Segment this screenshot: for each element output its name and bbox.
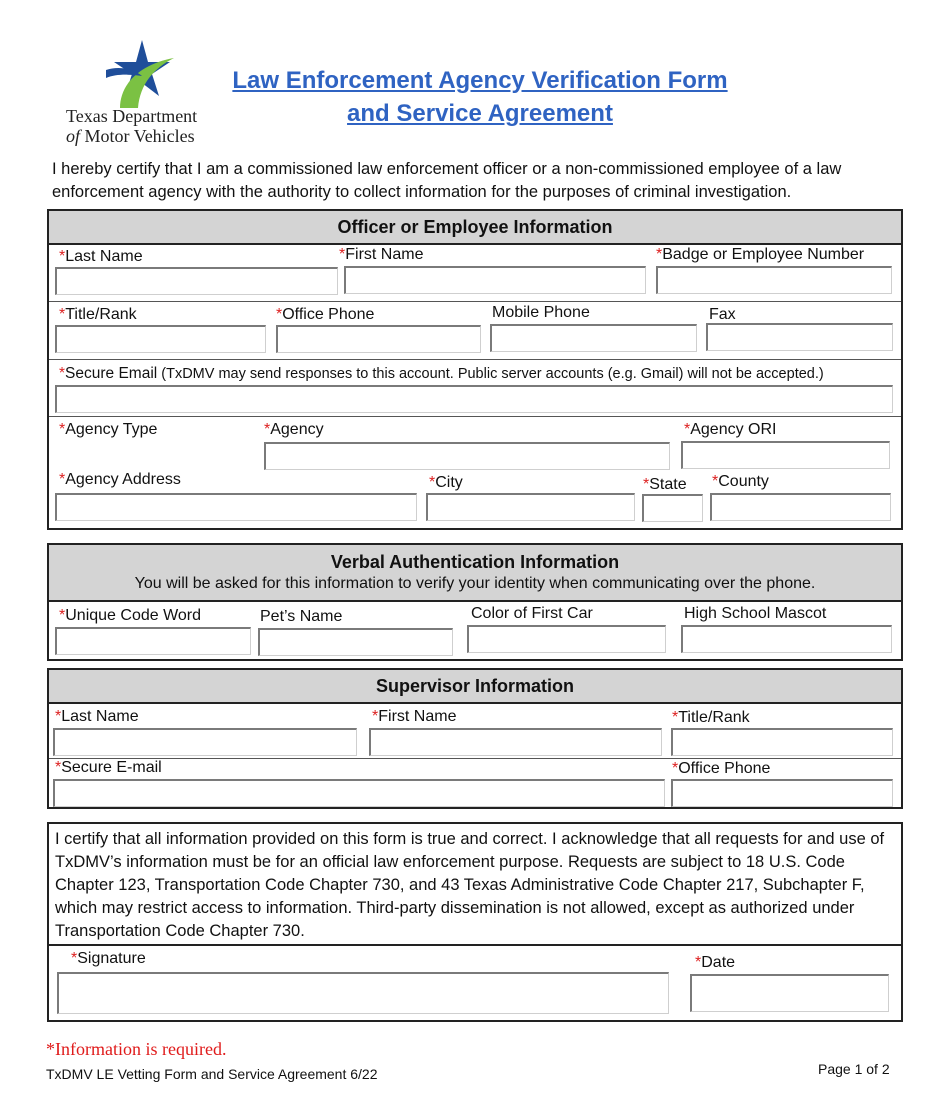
divider — [49, 944, 901, 946]
supervisor-office-phone-input[interactable] — [671, 779, 893, 807]
pets-name-input[interactable] — [258, 628, 453, 656]
title-line1: Law Enforcement Agency Verification Form — [232, 67, 728, 94]
county-label: *County — [712, 473, 769, 490]
agency-ori-input[interactable] — [681, 441, 890, 469]
mascot-input[interactable] — [681, 625, 892, 653]
state-input[interactable] — [642, 494, 703, 522]
agency-type-label: *Agency Type — [59, 421, 158, 438]
form-id: TxDMV LE Vetting Form and Service Agreement 6/22 — [46, 1066, 378, 1082]
pets-name-label: Pet’s Name — [260, 608, 343, 625]
first-name-label: *First Name — [339, 246, 424, 263]
supervisor-title-rank-label: *Title/Rank — [672, 709, 750, 726]
supervisor-email-label: *Secure E-mail — [55, 759, 162, 776]
logo-line1: Texas Department — [66, 106, 198, 126]
officer-header-bar — [49, 211, 901, 245]
verbal-section — [47, 543, 903, 661]
certification-text: I certify that all information provided on this form is true and correct. I acknowledge that all requests for and use of TxDMV’s information must be for an official law enforcement purpose. Requests are subject to 18 U.S. Code Chapter 123, Transportation Code Chapter 730, and 43 Texas Administrative Code Chapter 217, Subchapter F, which may restrict access to information. Third-party dissemination is not allowed, except as authorized under Transportation Code Chapter 730. — [55, 830, 885, 940]
officer-header: Officer or Employee Information — [337, 217, 613, 237]
first-car-input[interactable] — [467, 625, 666, 653]
supervisor-first-name-label: *First Name — [372, 708, 457, 725]
agency-address-label: *Agency Address — [59, 471, 181, 488]
required-note: *Information is required. — [46, 1039, 227, 1059]
verbal-header-bar — [49, 545, 901, 602]
officer-secure-email-input[interactable] — [55, 385, 893, 413]
intro-text: I hereby certify that I am a commissioned law enforcement officer or a non-commissioned employee of a law enforcement agency with the authority to collect information for the purposes of criminal investigation. — [52, 160, 842, 201]
verbal-header: Verbal Authentication Information — [330, 552, 620, 572]
signature-label: *Signature — [71, 950, 146, 967]
supervisor-email-input[interactable] — [53, 779, 665, 807]
secure-email-label: *Secure Email (TxDMV may send responses to this account. Public server accounts (e.g. Gmail) will not be accepted.) — [59, 365, 824, 382]
divider — [49, 416, 901, 417]
badge-number-input[interactable] — [656, 266, 892, 294]
mascot-label: High School Mascot — [684, 605, 827, 622]
state-label: *State — [643, 476, 687, 493]
page-number: Page 1 of 2 — [818, 1061, 890, 1077]
verbal-subheader: You will be asked for this information to verify your identity when communicating over the phone. — [134, 575, 816, 592]
badge-label: *Badge or Employee Number — [656, 246, 865, 263]
mobile-phone-label: Mobile Phone — [492, 304, 590, 321]
supervisor-last-name-input[interactable] — [53, 728, 357, 756]
last-name-label: *Last Name — [59, 248, 143, 265]
logo-of: of — [66, 126, 81, 146]
supervisor-last-name-label: *Last Name — [55, 708, 139, 725]
fax-input[interactable] — [706, 323, 893, 351]
supervisor-title-rank-input[interactable] — [671, 728, 893, 756]
officer-office-phone-input[interactable] — [276, 325, 481, 353]
supervisor-office-phone-label: *Office Phone — [672, 760, 771, 777]
officer-section — [47, 209, 903, 530]
office-phone-label: *Office Phone — [276, 306, 375, 323]
agency-label: *Agency — [264, 421, 324, 438]
officer-first-name-input[interactable] — [344, 266, 646, 294]
officer-title-rank-input[interactable] — [55, 325, 266, 353]
title-line2: and Service Agreement — [347, 100, 613, 127]
agency-input[interactable] — [264, 442, 670, 470]
date-label: *Date — [695, 954, 736, 971]
date-input[interactable] — [690, 974, 889, 1012]
fax-label: Fax — [709, 306, 736, 323]
supervisor-header: Supervisor Information — [375, 676, 575, 696]
signature-input[interactable] — [57, 972, 669, 1014]
code-word-input[interactable] — [55, 627, 251, 655]
page-title — [200, 64, 760, 130]
code-word-label: *Unique Code Word — [59, 607, 202, 624]
title-rank-label: *Title/Rank — [59, 306, 137, 323]
agency-ori-label: *Agency ORI — [684, 421, 777, 438]
divider — [49, 359, 901, 360]
supervisor-section — [47, 668, 903, 809]
divider — [49, 758, 901, 759]
county-input[interactable] — [710, 493, 891, 521]
city-input[interactable] — [426, 493, 635, 521]
city-label: *City — [429, 474, 463, 491]
divider — [49, 301, 901, 302]
supervisor-first-name-input[interactable] — [369, 728, 662, 756]
certification-section — [47, 822, 903, 1022]
logo-line2: Motor Vehicles — [80, 126, 195, 146]
first-car-label: Color of First Car — [471, 605, 593, 622]
officer-last-name-input[interactable] — [55, 267, 338, 295]
agency-address-input[interactable] — [55, 493, 417, 521]
mobile-phone-input[interactable] — [490, 324, 697, 352]
supervisor-header-bar — [49, 670, 901, 704]
